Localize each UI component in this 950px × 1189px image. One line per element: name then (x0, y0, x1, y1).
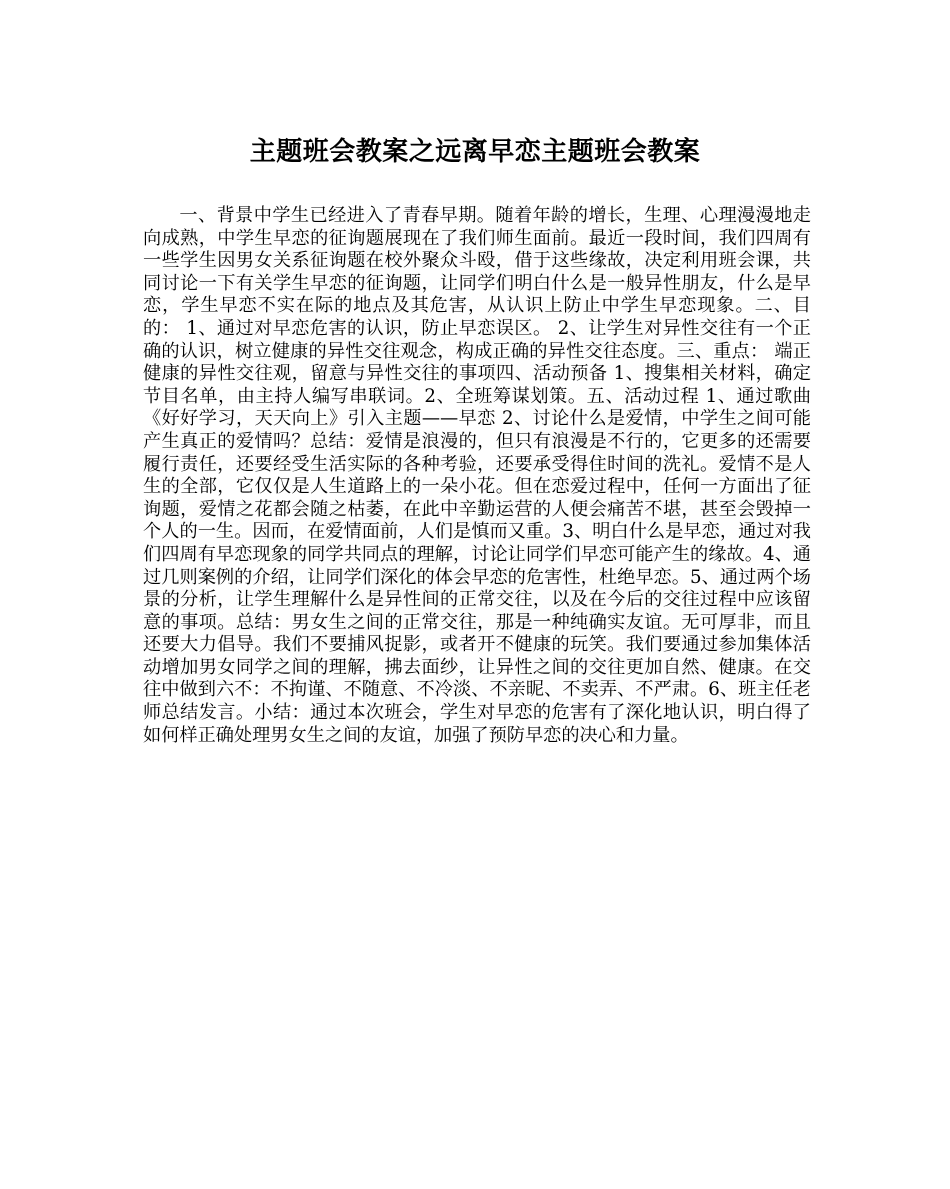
document-body: 一、背景中学生已经进入了青春早期。随着年龄的增长，生理、心理漫漫地走向成熟，中学生早恋的征询题展现在了我们师生面前。最近一段时间，我们四周有一些学生因男女关系征询题在校外聚众斗殴，借于这些缘故，决定利用班会课，共同讨论一下有关学生早恋的征询题，让同学们明白什么是一般异性朋友，什么是早恋，学生早恋不实在际的地点及其危害，从认识上防止中学生早恋现象。二、目的： 1、通过对早恋危害的认识，防止早恋误区。 2、让学生对异性交往有一个正确的认识，树立健康的异性交往观念，构成正确的异性交往态度。三、重点： 端正健康的异性交往观，留意与异性交往的事项四、活动预备 1、搜集相关材料，确定节目名单，由主持人编写串联词。2、全班筹谋划策。五、活动过程 1、通过歌曲《好好学习，天天向上》引入主题——早恋 2、讨论什么是爱情，中学生之间可能产生真正的爱情吗？总结：爱情是浪漫的，但只有浪漫是不行的，它更多的还需要履行责任，还要经受生活实际的各种考验，还要承受得住时间的洗礼。爱情不是人生的全部，它仅仅是人生道路上的一朵小花。但在恋爱过程中，任何一方面出了征询题，爱情之花都会随之枯萎，在此中辛勤运营的人便会痛苦不堪，甚至会毁掉一个人的一生。因而，在爱情面前，人们是慎而又重。3、明白什么是早恋，通过对我们四周有早恋现象的同学共同点的理解，讨论让同学们早恋可能产生的缘故。4、通过几则案例的介绍，让同学们深化的体会早恋的危害性，杜绝早恋。5、通过两个场景的分析，让学生理解什么是异性间的正常交往，以及在今后的交往过程中应该留意的事项。总结：男女生之间的正常交往，那是一种纯确实友谊。无可厚非，而且还要大力倡导。我们不要捕风捉影，或者开不健康的玩笑。我们要通过参加集体活动增加男女同学之间的理解，拂去面纱，让异性之间的交往更加自然、健康。在交往中做到六不：不拘谨、不随意、不冷淡、不亲昵、不卖弄、不严肃。6、班主任老师总结发言。小结：通过本次班会，学生对早恋的危害有了深化地认识，明白得了如何样正确处理男女生之间的友谊，加强了预防早恋的决心和力量。 (143, 205, 811, 746)
document-title: 主题班会教案之远离早恋主题班会教案 (249, 137, 701, 167)
